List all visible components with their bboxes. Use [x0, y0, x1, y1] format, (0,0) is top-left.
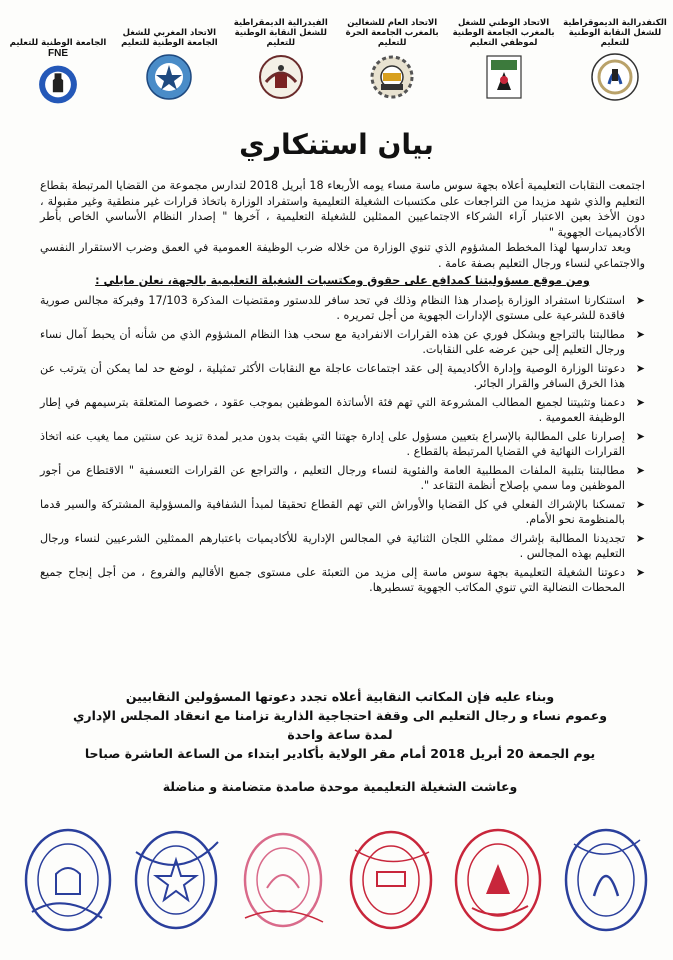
- union-name: الكنفدرالية الديموقراطية للشغل النقابة الوطنية للتعليم: [563, 18, 667, 48]
- demand-item: ➤ تجديدنا المطالبة بإشراك ممثلي اللجان الثنائية في المجالس الإدارية للأكاديميات باعتبارهم الممثلين الشرعيين لنساء ورجال التعليم بهذه المجالس .: [40, 531, 645, 562]
- union-cdt: [561, 6, 669, 106]
- umt-logo-icon: [144, 52, 194, 102]
- closing-slogan: وعاشت الشغيلة التعليمية موحدة صامدة متضامنة و مناضلة: [162, 779, 518, 794]
- union-name: الاتحاد المغربي للشغل الجامعة الوطنية للتعليم: [121, 28, 218, 48]
- umt-stamp-icon: [130, 822, 222, 942]
- ugtm-stamp-icon: [345, 822, 437, 942]
- intro-paragraph: اجتمعت النقابات التعليمية أعلاه بجهة سوس ماسة مساء يومه الأربعاء 18 أبريل 2018 لتدارس مجموعة من القضايا المرتبطة بقطاع التعليم والذي شهد مزيدا من التراجعات على مكتسبات الشغيلة التعليمية واستفراد الوزارة باتخاذ قرارات غير منطقية وغير مقبولة ، دون الأخذ بعين الاعتبار آراء الشركاء الاجتماعيين الممثلين للشغيلة التعليمية ، آخرها " إصدار النظام الأساسي الخاص بأطر الأكاديميات الجهوية ": [40, 179, 646, 239]
- demands-list: [40, 293, 645, 596]
- demand-item: ➤ استنكارنا استفراد الوزارة بإصدار هذا النظام وذلك في تحد سافر للدستور ومقتضيات المذكرة 17/103 وفبركة مجالس صورية فاقدة للشرعية على مستوى الإدارات الجهوية من أجل تمريره .: [40, 293, 645, 324]
- position-heading: ومن موقع مسؤوليتنا كمدافع على حقوق ومكتسبات الشغيلة التعليمية بالجهة، نعلن مايلي :: [95, 274, 590, 287]
- demand-item: ➤ إصرارنا على المطالبة بالإسراع بتعيين مسؤول على إدارة جهتنا التي بقيت بدون مدير لمدة تزيد عن سنتين مما يغيب عنه اتخاذ القرارات النهائية في القضايا المرتبطة بالقطاع .: [40, 429, 645, 460]
- union-abbr: FNE: [48, 48, 68, 59]
- closing-line: وعموم نساء و رجال التعليم الى وقفة احتجاجية الذارية تزامنا مع انعقاد المجلس الإداري: [72, 708, 608, 723]
- demand-item: ➤ مطالبتنا بالتراجع وبشكل فوري عن هذه القرارات الانفرادية مع سحب هذا النظام المشؤوم الذي من شأنه أن يحبط آمال نساء ورجال التعليم إلى حين عرضه على النقابات.: [40, 327, 645, 358]
- unions-header: [4, 6, 669, 106]
- demand-item: ➤ دعوتنا الوزارة الوصية وإدارة الأكاديمية إلى عقد اجتماعات عاجلة مع النقابات الأكثر تمثيلية ، لوضع حد لما يمكن أن يترتب عن هذا الخرق السافر والقرار الجائر.: [40, 361, 645, 392]
- union-fne: [4, 6, 112, 106]
- closing-line: وبناء عليه فإن المكاتب النقابية أعلاه تجدد دعوتها المسؤولين النقابيين: [125, 689, 555, 704]
- demand-item: ➤ دعوتنا الشغيلة التعليمية بجهة سوس ماسة إلى مزيد من التعبئة على مستوى جميع الأقاليم والفروع ، من أجل إنجاح جميع المحطات النضالية التي تنوي المكاتب الجهوية تسطيرها.: [40, 565, 645, 596]
- fne-logo-icon: [33, 63, 83, 106]
- closing-date-line: يوم الجمعة 20 أبريل 2018 أمام مقر الولاية بأكادير ابتداء من الساعة العاشرة صباحا: [84, 746, 596, 761]
- untm-stamp-icon: [452, 822, 544, 942]
- union-fdt: [227, 6, 335, 106]
- fdt-logo-icon: [256, 52, 306, 102]
- union-name: الجامعة الوطنية للتعليم: [9, 38, 107, 48]
- union-umt: [115, 6, 223, 106]
- untm-logo-icon: [479, 52, 529, 102]
- union-untm: [450, 6, 558, 106]
- fdt-stamp-icon: [237, 822, 329, 942]
- closing-line: لمدة ساعة واحدة: [287, 727, 393, 742]
- union-name: الفيدرالية الديمقراطية للشغل النقابة الوطنية للتعليم: [233, 18, 328, 48]
- fne-stamp-icon: [22, 822, 114, 942]
- document-body: [40, 178, 645, 599]
- document-title: بيان استنكاري: [239, 128, 434, 161]
- cdt-stamp-icon: [560, 822, 652, 942]
- union-name: الاتحاد العام للشغالين بالمغرب الجامعة الحرة للتعليم: [345, 18, 439, 48]
- demand-item: ➤ مطالبتنا بتلبية الملفات المطلبية العامة والفئوية لنساء ورجال التعليم ، والتراجع عن القرارات التعسفية " الاقتطاع من أجور الموظفين وما سمي بإصلاح أنظمة التقاعد ".: [40, 463, 645, 494]
- ugtm-logo-icon: [367, 52, 417, 102]
- union-ugtm: [338, 6, 446, 106]
- study-paragraph: وبعد تدارسها لهذا المخطط المشؤوم الذي تنوي الوزارة من خلاله ضرب الوظيفة العمومية في العمق وضرب الاستقرار النفسي والاجتماعي لنساء ورجال التعليم بصفة عامة .: [40, 241, 645, 270]
- cdt-logo-icon: [590, 52, 640, 102]
- demand-item: ➤ دعمنا وتثبيتنا لجميع المطالب المشروعة التي تهم فئة الأساتذة الموظفين بموجب عقود ، خصوصا المتعلقة بترسيمهم في إطار الوظيفة العمومية .: [40, 395, 645, 426]
- stamps-row: [22, 812, 652, 952]
- union-name: الاتحاد الوطني للشغل بالمغرب الجامعة الوطنية لموظفي التعليم: [452, 18, 555, 48]
- demand-item: ➤ تمسكنا بالإشراك الفعلي في كل القضايا والأوراش التي تهم القطاع تحقيقا لمبدأ الشفافية والمسؤولية المشتركة والسير قدما بالمنظومة نحو الأمام.: [40, 497, 645, 528]
- closing-call: [60, 687, 620, 796]
